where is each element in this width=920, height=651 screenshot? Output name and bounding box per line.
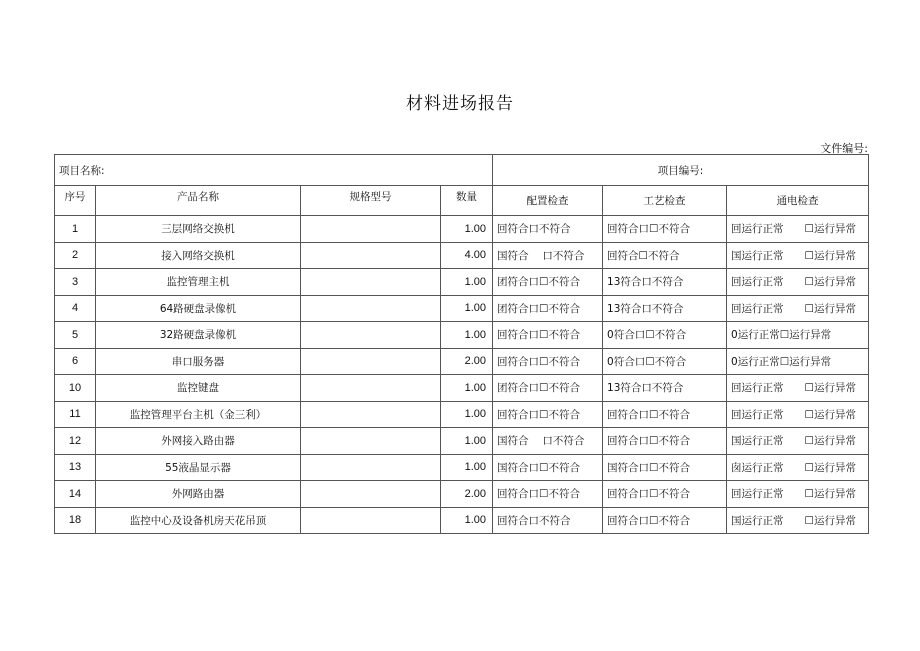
- header-row: [55, 186, 869, 216]
- table-row: [55, 454, 869, 481]
- row-craft-check-cell[interactable]: 回符合口☐不符合: [603, 481, 727, 508]
- row-product-name-cell: 64路硬盘录像机: [96, 295, 301, 322]
- row-no-cell: 12: [55, 428, 96, 455]
- row-config-check-cell[interactable]: 国符合 口不符合: [493, 428, 603, 455]
- row-qty-cell: 1.00: [441, 322, 493, 349]
- row-qty-cell: 1.00: [441, 401, 493, 428]
- row-spec-cell[interactable]: [301, 428, 441, 455]
- row-power-check-cell[interactable]: 国运行正常 ☐运行异常: [727, 428, 869, 455]
- page-title: 材料进场报告: [406, 94, 514, 114]
- row-product-name-cell: 监控管理平台主机（金三利）: [96, 401, 301, 428]
- row-no-cell: 14: [55, 481, 96, 508]
- row-qty-cell: 1.00: [441, 269, 493, 296]
- row-power-check-cell[interactable]: 国运行正常 ☐运行异常: [727, 242, 869, 269]
- row-power-check-cell[interactable]: 国运行正常 ☐运行异常: [727, 507, 869, 534]
- row-config-check-cell[interactable]: 团符合口☐不符合: [493, 269, 603, 296]
- row-config-check-cell[interactable]: 回符合口☐不符合: [493, 348, 603, 375]
- row-craft-check-cell[interactable]: 13符合口不符合: [603, 269, 727, 296]
- table-row: [55, 481, 869, 508]
- table-row: [55, 242, 869, 269]
- row-no-cell: 6: [55, 348, 96, 375]
- header-no: 序号: [55, 186, 96, 216]
- row-spec-cell[interactable]: [301, 242, 441, 269]
- row-qty-cell: 4.00: [441, 242, 493, 269]
- row-no-cell: 13: [55, 454, 96, 481]
- project-row: [55, 155, 869, 186]
- row-no-cell: 10: [55, 375, 96, 402]
- table-row: [55, 375, 869, 402]
- row-qty-cell: 1.00: [441, 295, 493, 322]
- row-craft-check-cell[interactable]: 13符合口不符合: [603, 375, 727, 402]
- table-row: [55, 348, 869, 375]
- header-power-check: 通电检查: [727, 186, 869, 216]
- row-power-check-cell[interactable]: 囱运行正常 ☐运行异常: [727, 454, 869, 481]
- row-spec-cell[interactable]: [301, 348, 441, 375]
- row-craft-check-cell[interactable]: 回符合口☐不符合: [603, 428, 727, 455]
- row-craft-check-cell[interactable]: 回符合☐不符合: [603, 242, 727, 269]
- table-row: [55, 269, 869, 296]
- row-spec-cell[interactable]: [301, 322, 441, 349]
- row-config-check-cell[interactable]: 团符合口☐不符合: [493, 295, 603, 322]
- row-qty-cell: 1.00: [441, 216, 493, 243]
- row-qty-cell: 2.00: [441, 481, 493, 508]
- row-product-name-cell: 32路硬盘录像机: [96, 322, 301, 349]
- table-row: [55, 295, 869, 322]
- row-power-check-cell[interactable]: 回运行正常 ☐运行异常: [727, 269, 869, 296]
- row-craft-check-cell[interactable]: 回符合口☐不符合: [603, 507, 727, 534]
- row-craft-check-cell[interactable]: 0符合口☐不符合: [603, 348, 727, 375]
- row-product-name-cell: 三层网络交换机: [96, 216, 301, 243]
- row-power-check-cell[interactable]: 0运行正常☐运行异常: [727, 322, 869, 349]
- project-name-cell[interactable]: 项目名称:: [55, 155, 493, 186]
- row-product-name-cell: 接入网络交换机: [96, 242, 301, 269]
- row-no-cell: 5: [55, 322, 96, 349]
- header-config-check: 配置检查: [493, 186, 603, 216]
- row-no-cell: 4: [55, 295, 96, 322]
- table-row: [55, 322, 869, 349]
- material-table: [54, 154, 869, 534]
- row-product-name-cell: 外网路由器: [96, 481, 301, 508]
- row-power-check-cell[interactable]: 回运行正常 ☐运行异常: [727, 295, 869, 322]
- row-craft-check-cell[interactable]: 国符合口☐不符合: [603, 454, 727, 481]
- row-qty-cell: 2.00: [441, 348, 493, 375]
- row-power-check-cell[interactable]: 回运行正常 ☐运行异常: [727, 401, 869, 428]
- header-craft-check: 工艺检查: [603, 186, 727, 216]
- row-qty-cell: 1.00: [441, 375, 493, 402]
- row-config-check-cell[interactable]: 国符合口☐不符合: [493, 454, 603, 481]
- row-craft-check-cell[interactable]: 回符合口☐不符合: [603, 216, 727, 243]
- row-config-check-cell[interactable]: 国符合 口不符合: [493, 242, 603, 269]
- project-number-cell[interactable]: 项目编号:: [493, 155, 869, 186]
- row-config-check-cell[interactable]: 回符合口不符合: [493, 507, 603, 534]
- row-spec-cell[interactable]: [301, 269, 441, 296]
- row-no-cell: 3: [55, 269, 96, 296]
- row-config-check-cell[interactable]: 回符合口☐不符合: [493, 481, 603, 508]
- header-qty: 数量: [441, 186, 493, 216]
- row-spec-cell[interactable]: [301, 295, 441, 322]
- row-power-check-cell[interactable]: 回运行正常 ☐运行异常: [727, 481, 869, 508]
- row-config-check-cell[interactable]: 回符合口☐不符合: [493, 322, 603, 349]
- row-spec-cell[interactable]: [301, 401, 441, 428]
- row-config-check-cell[interactable]: 回符合口不符合: [493, 216, 603, 243]
- file-number-label: 文件编号:: [820, 142, 868, 155]
- row-spec-cell[interactable]: [301, 216, 441, 243]
- row-product-name-cell: 监控键盘: [96, 375, 301, 402]
- row-product-name-cell: 外网接入路由器: [96, 428, 301, 455]
- row-craft-check-cell[interactable]: 13符合口不符合: [603, 295, 727, 322]
- row-spec-cell[interactable]: [301, 481, 441, 508]
- header-spec: 规格型号: [301, 186, 441, 216]
- row-no-cell: 1: [55, 216, 96, 243]
- row-power-check-cell[interactable]: 回运行正常 ☐运行异常: [727, 216, 869, 243]
- table-row: [55, 216, 869, 243]
- row-craft-check-cell[interactable]: 0符合口☐不符合: [603, 322, 727, 349]
- table-row: [55, 401, 869, 428]
- row-qty-cell: 1.00: [441, 454, 493, 481]
- header-product-name: 产品名称: [96, 186, 301, 216]
- row-no-cell: 2: [55, 242, 96, 269]
- row-spec-cell[interactable]: [301, 507, 441, 534]
- row-no-cell: 18: [55, 507, 96, 534]
- row-config-check-cell[interactable]: 回符合口☐不符合: [493, 401, 603, 428]
- row-power-check-cell[interactable]: 回运行正常 ☐运行异常: [727, 375, 869, 402]
- row-product-name-cell: 监控管理主机: [96, 269, 301, 296]
- row-power-check-cell[interactable]: 0运行正常☐运行异常: [727, 348, 869, 375]
- row-product-name-cell: 监控中心及设备机房天花吊顶: [96, 507, 301, 534]
- row-no-cell: 11: [55, 401, 96, 428]
- row-spec-cell[interactable]: [301, 375, 441, 402]
- row-product-name-cell: 串口服务器: [96, 348, 301, 375]
- table-row: [55, 428, 869, 455]
- row-product-name-cell: 55液晶显示器: [96, 454, 301, 481]
- row-qty-cell: 1.00: [441, 428, 493, 455]
- row-craft-check-cell[interactable]: 回符合口☐不符合: [603, 401, 727, 428]
- row-config-check-cell[interactable]: 团符合口☐不符合: [493, 375, 603, 402]
- row-qty-cell: 1.00: [441, 507, 493, 534]
- row-spec-cell[interactable]: [301, 454, 441, 481]
- table-row: [55, 507, 869, 534]
